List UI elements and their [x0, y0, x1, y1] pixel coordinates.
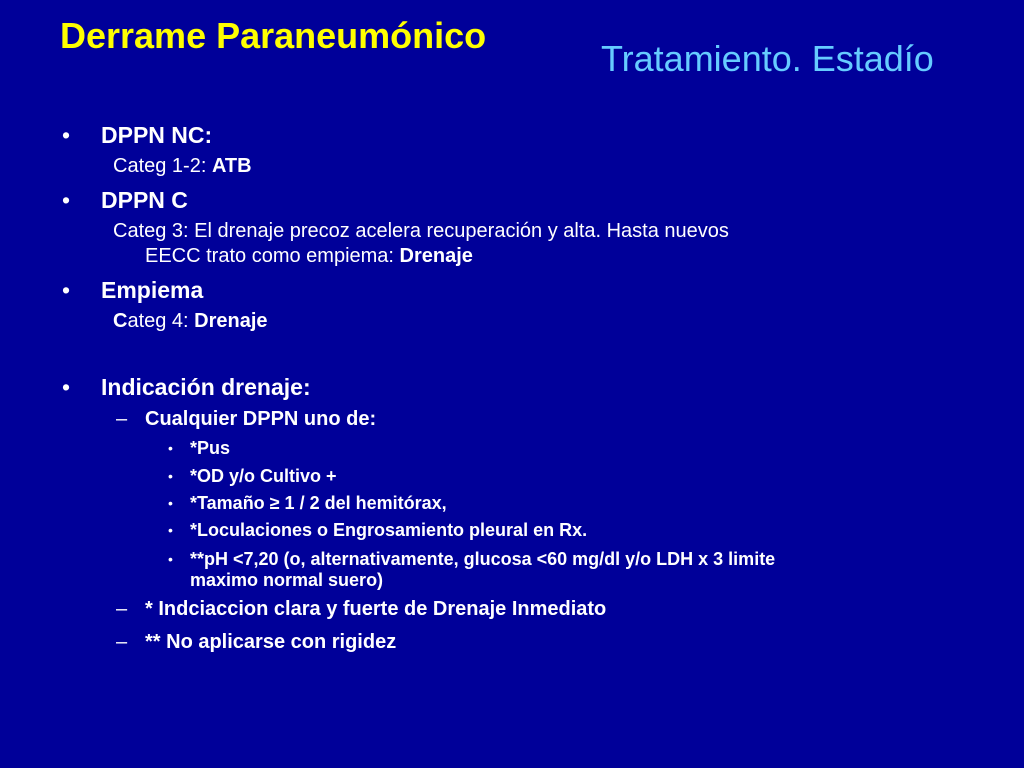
categ-3-treatment: Drenaje	[399, 245, 473, 267]
bullet-marker: •	[62, 122, 71, 148]
categ-3-line1: Categ 3: El drenaje precoz acelera recuperación y alta. Hasta nuevos	[113, 220, 729, 242]
bullet-marker: •	[62, 277, 71, 303]
bullet-marker: •	[168, 522, 173, 538]
criterion-item: *Tamaño ≥ 1 / 2 del hemitórax,	[190, 493, 447, 513]
categ-3-line2	[145, 244, 473, 269]
categ-1-2-text: Categ 1-2:	[113, 155, 212, 177]
sub-indicacion-clara: * Indciaccion clara y fuerte de Drenaje Inmediato	[145, 598, 607, 620]
heading-indicacion-drenaje: Indicación drenaje:	[101, 374, 311, 400]
bullet-marker: •	[168, 440, 173, 456]
dash-marker: –	[116, 598, 128, 620]
categ-3-line2-text: EECC trato como empiema:	[145, 245, 400, 267]
criterion-item: **pH <7,20 (o, alternativamente, glucosa <60 mg/dl y/o LDH x 3 limite	[190, 549, 776, 569]
bullet-marker: •	[62, 374, 71, 400]
criterion-item: *Pus	[190, 438, 231, 458]
criterion-item: *OD y/o Cultivo +	[190, 466, 337, 486]
bullet-marker: •	[62, 187, 71, 213]
categ-4-text: ateg 4:	[127, 310, 195, 332]
criterion-item: *Loculaciones o Engrosamiento pleural en Rx.	[190, 520, 588, 540]
bullet-marker: •	[168, 468, 173, 484]
bullet-marker: •	[168, 551, 173, 567]
sub-cualquier-dppn: Cualquier DPPN uno de:	[145, 408, 377, 430]
slide-title: Derrame Paraneumónico	[60, 15, 487, 56]
categ-4-initial: C	[113, 310, 128, 332]
bullet-marker: •	[168, 495, 173, 511]
categ-1-2-treatment: ATB	[211, 155, 252, 177]
categ-4-treatment: Drenaje	[194, 310, 268, 332]
dash-marker: –	[116, 408, 128, 430]
heading-dppn-c: DPPN C	[101, 187, 188, 213]
criterion-item-continued: maximo normal suero)	[190, 570, 384, 590]
sub-no-aplicarse: ** No aplicarse con rigidez	[145, 631, 397, 653]
dash-marker: –	[116, 631, 128, 653]
heading-dppn-nc: DPPN NC:	[101, 122, 213, 148]
categ-4-line	[113, 309, 268, 334]
heading-empiema: Empiema	[101, 277, 204, 303]
slide-subtitle: Tratamiento. Estadío	[601, 38, 934, 79]
categ-1-2-line	[113, 154, 252, 179]
